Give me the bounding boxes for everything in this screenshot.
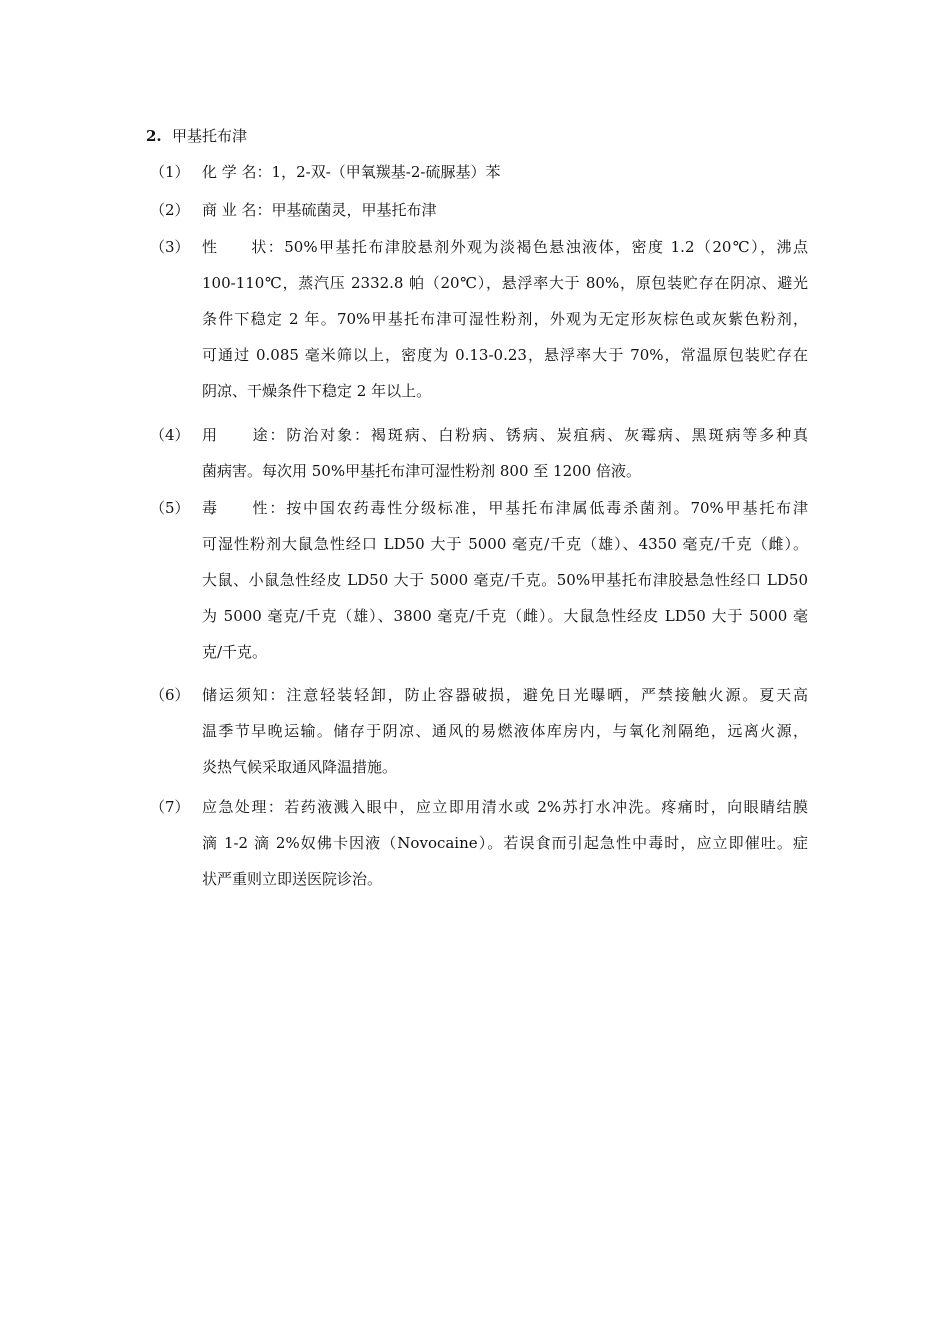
text-line: 毒 性：按中国农药毒性分级标准，甲基托布津属低毒杀菌剂。70%甲基托布津 — [202, 499, 808, 517]
text-line: 炎热气候采取通风降温措施。 — [202, 758, 398, 776]
text-line: 用 途：防治对象：褐斑病、白粉病、锈病、炭疽病、灰霉病、黑斑病等多种真 — [202, 426, 808, 444]
text-line: 应急处理：若药液溅入眼中，应立即用清水或 2%苏打水冲洗。疼痛时，向眼睛结膜 — [202, 798, 808, 816]
list-item-index: （4） — [150, 426, 190, 444]
text-line: 滴 1-2 滴 2%奴佛卡因液（Novocaine）。若误食而引起急性中毒时，应立即催吐。症 — [202, 834, 808, 852]
text-line: 状严重则立即送医院诊治。 — [202, 870, 383, 888]
text-line: 条件下稳定 2 年。70%甲基托布津可湿性粉剂，外观为无定形灰棕色或灰紫色粉剂， — [202, 310, 808, 328]
list-item-body — [202, 154, 808, 190]
text-line: 可通过 0.085 毫米筛以上，密度为 0.13-0.23，悬浮率大于 70%，常温原包装贮存在 — [202, 346, 808, 364]
list-item-body — [202, 229, 808, 409]
text-line: 大鼠、小鼠急性经皮 LD50 大于 5000 毫克/千克。50%甲基托布津胶悬急性经口 LD50 — [202, 571, 808, 589]
list-item-index: （1） — [150, 163, 190, 181]
list-item-body — [202, 192, 808, 228]
section-heading — [146, 124, 247, 148]
text-line: 化 学 名：1，2-双-（甲氧羰基-2-硫脲基）苯 — [202, 163, 501, 181]
text-line: 储运须知：注意轻装轻卸，防止容器破损，避免日光曝晒，严禁接触火源。夏天高 — [202, 686, 808, 704]
text-line: 商 业 名：甲基硫菌灵，甲基托布津 — [202, 201, 437, 219]
section-title: 甲基托布津 — [172, 127, 248, 145]
text-line: 可湿性粉剂大鼠急性经口 LD50 大于 5000 毫克/千克（雄）、4350 毫克/千克（雌）。 — [202, 535, 808, 553]
section-number: 2. — [146, 127, 162, 145]
list-item-body — [202, 677, 808, 785]
list-item-index: （6） — [150, 686, 190, 704]
list-item-index: （7） — [150, 798, 190, 816]
text-line: 菌病害。每次用 50%甲基托布津可湿性粉剂 800 至 1200 倍液。 — [202, 462, 641, 480]
list-item-body — [202, 417, 808, 489]
text-line: 温季节早晚运输。储存于阴凉、通风的易燃液体库房内，与氧化剂隔绝，远离火源， — [202, 722, 808, 740]
list-item-index: （5） — [150, 499, 190, 517]
text-line: 性 状：50%甲基托布津胶悬剂外观为淡褐色悬浊液体，密度 1.2（20℃），沸点 — [202, 238, 808, 256]
list-item-body — [202, 789, 808, 897]
list-item-body — [202, 490, 808, 670]
text-line: 100-110℃，蒸汽压 2332.8 帕（20℃），悬浮率大于 80%，原包装贮存在阴凉、避光 — [202, 274, 808, 292]
text-line: 为 5000 毫克/千克（雄）、3800 毫克/千克（雌）。大鼠急性经皮 LD50 大于 5000 毫 — [202, 607, 808, 625]
text-line: 阴凉、干燥条件下稳定 2 年以上。 — [202, 382, 432, 400]
list-item-index: （3） — [150, 238, 190, 256]
text-line: 克/千克。 — [202, 643, 268, 661]
list-item-index: （2） — [150, 201, 190, 219]
